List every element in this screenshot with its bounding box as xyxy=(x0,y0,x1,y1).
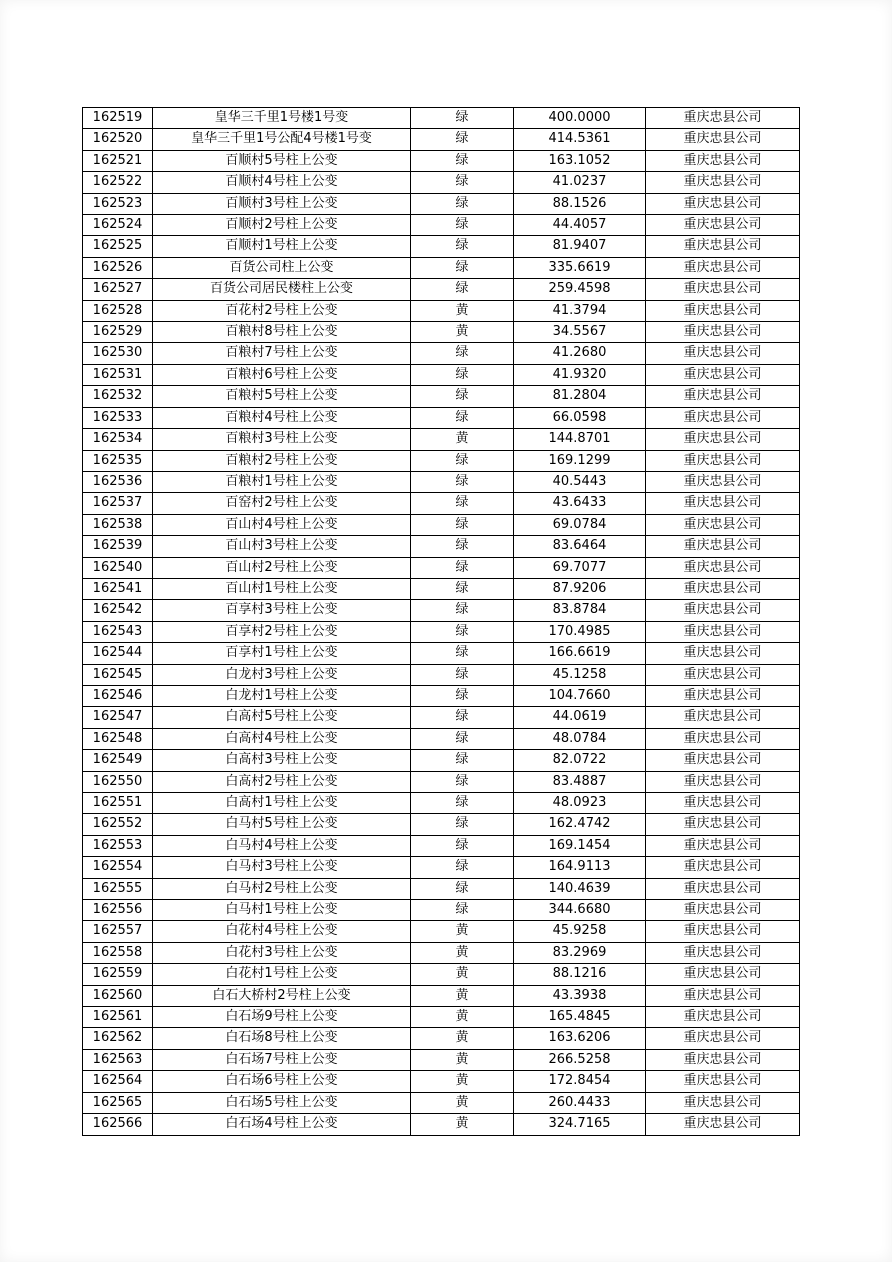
cell-id: 162529 xyxy=(83,322,153,343)
cell-value: 87.9206 xyxy=(514,578,646,599)
cell-value: 66.0598 xyxy=(514,407,646,428)
cell-id: 162522 xyxy=(83,172,153,193)
table-row xyxy=(83,985,800,1006)
cell-name: 百粮村3号柱上公变 xyxy=(153,429,411,450)
cell-id: 162519 xyxy=(83,108,153,129)
cell-value: 41.9320 xyxy=(514,364,646,385)
cell-company: 重庆忠县公司 xyxy=(646,236,800,257)
cell-value: 69.0784 xyxy=(514,514,646,535)
cell-id: 162527 xyxy=(83,279,153,300)
table-row xyxy=(83,942,800,963)
cell-value: 170.4985 xyxy=(514,621,646,642)
cell-status: 绿 xyxy=(411,493,514,514)
cell-status: 绿 xyxy=(411,236,514,257)
cell-status: 绿 xyxy=(411,257,514,278)
cell-id: 162564 xyxy=(83,1071,153,1092)
cell-name: 百享村3号柱上公变 xyxy=(153,600,411,621)
cell-id: 162524 xyxy=(83,215,153,236)
cell-id: 162528 xyxy=(83,300,153,321)
cell-company: 重庆忠县公司 xyxy=(646,514,800,535)
cell-company: 重庆忠县公司 xyxy=(646,1071,800,1092)
cell-name: 百货公司居民楼柱上公变 xyxy=(153,279,411,300)
cell-id: 162558 xyxy=(83,942,153,963)
cell-company: 重庆忠县公司 xyxy=(646,279,800,300)
table-row xyxy=(83,600,800,621)
table-row xyxy=(83,707,800,728)
cell-name: 白龙村3号柱上公变 xyxy=(153,664,411,685)
cell-company: 重庆忠县公司 xyxy=(646,493,800,514)
cell-id: 162539 xyxy=(83,536,153,557)
cell-name: 百顺村5号柱上公变 xyxy=(153,150,411,171)
cell-company: 重庆忠县公司 xyxy=(646,300,800,321)
cell-id: 162554 xyxy=(83,857,153,878)
cell-value: 81.9407 xyxy=(514,236,646,257)
cell-value: 163.6206 xyxy=(514,1028,646,1049)
cell-status: 黄 xyxy=(411,322,514,343)
cell-status: 绿 xyxy=(411,685,514,706)
cell-company: 重庆忠县公司 xyxy=(646,964,800,985)
table-row xyxy=(83,685,800,706)
cell-value: 83.2969 xyxy=(514,942,646,963)
cell-status: 绿 xyxy=(411,129,514,150)
cell-status: 黄 xyxy=(411,985,514,1006)
cell-id: 162551 xyxy=(83,793,153,814)
cell-id: 162549 xyxy=(83,750,153,771)
cell-status: 绿 xyxy=(411,514,514,535)
cell-company: 重庆忠县公司 xyxy=(646,1092,800,1113)
cell-status: 绿 xyxy=(411,664,514,685)
cell-id: 162552 xyxy=(83,814,153,835)
cell-name: 百顺村2号柱上公变 xyxy=(153,215,411,236)
cell-id: 162545 xyxy=(83,664,153,685)
cell-status: 绿 xyxy=(411,150,514,171)
cell-company: 重庆忠县公司 xyxy=(646,322,800,343)
cell-value: 144.8701 xyxy=(514,429,646,450)
table-row xyxy=(83,1092,800,1113)
cell-status: 绿 xyxy=(411,215,514,236)
table-row xyxy=(83,429,800,450)
cell-name: 白花村4号柱上公变 xyxy=(153,921,411,942)
cell-value: 414.5361 xyxy=(514,129,646,150)
cell-status: 绿 xyxy=(411,835,514,856)
cell-name: 百粮村1号柱上公变 xyxy=(153,471,411,492)
cell-company: 重庆忠县公司 xyxy=(646,150,800,171)
table-row xyxy=(83,193,800,214)
cell-name: 白石大桥村2号柱上公变 xyxy=(153,985,411,1006)
cell-name: 白花村1号柱上公变 xyxy=(153,964,411,985)
cell-id: 162523 xyxy=(83,193,153,214)
cell-status: 绿 xyxy=(411,471,514,492)
cell-name: 白高村3号柱上公变 xyxy=(153,750,411,771)
cell-value: 140.4639 xyxy=(514,878,646,899)
cell-status: 绿 xyxy=(411,364,514,385)
cell-id: 162538 xyxy=(83,514,153,535)
table-row xyxy=(83,386,800,407)
cell-id: 162531 xyxy=(83,364,153,385)
table-row xyxy=(83,493,800,514)
cell-name: 皇华三千里1号公配4号楼1号变 xyxy=(153,129,411,150)
cell-name: 百顺村3号柱上公变 xyxy=(153,193,411,214)
cell-value: 69.7077 xyxy=(514,557,646,578)
cell-company: 重庆忠县公司 xyxy=(646,900,800,921)
cell-status: 绿 xyxy=(411,557,514,578)
cell-value: 40.5443 xyxy=(514,471,646,492)
cell-company: 重庆忠县公司 xyxy=(646,685,800,706)
cell-company: 重庆忠县公司 xyxy=(646,1028,800,1049)
table-row xyxy=(83,279,800,300)
cell-status: 绿 xyxy=(411,750,514,771)
cell-value: 172.8454 xyxy=(514,1071,646,1092)
table-row xyxy=(83,1007,800,1028)
cell-name: 白花村3号柱上公变 xyxy=(153,942,411,963)
table-row xyxy=(83,364,800,385)
cell-value: 48.0923 xyxy=(514,793,646,814)
cell-company: 重庆忠县公司 xyxy=(646,1114,800,1135)
cell-status: 绿 xyxy=(411,536,514,557)
cell-company: 重庆忠县公司 xyxy=(646,643,800,664)
cell-name: 百花村2号柱上公变 xyxy=(153,300,411,321)
cell-status: 绿 xyxy=(411,643,514,664)
cell-name: 白石场4号柱上公变 xyxy=(153,1114,411,1135)
cell-status: 绿 xyxy=(411,814,514,835)
cell-status: 绿 xyxy=(411,386,514,407)
cell-name: 白高村5号柱上公变 xyxy=(153,707,411,728)
cell-id: 162550 xyxy=(83,771,153,792)
cell-company: 重庆忠县公司 xyxy=(646,707,800,728)
cell-id: 162546 xyxy=(83,685,153,706)
cell-name: 皇华三千里1号楼1号变 xyxy=(153,108,411,129)
cell-company: 重庆忠县公司 xyxy=(646,771,800,792)
cell-value: 41.0237 xyxy=(514,172,646,193)
cell-id: 162553 xyxy=(83,835,153,856)
cell-value: 88.1216 xyxy=(514,964,646,985)
cell-value: 41.3794 xyxy=(514,300,646,321)
cell-status: 黄 xyxy=(411,921,514,942)
cell-status: 绿 xyxy=(411,343,514,364)
cell-company: 重庆忠县公司 xyxy=(646,172,800,193)
cell-name: 白石场6号柱上公变 xyxy=(153,1071,411,1092)
cell-status: 绿 xyxy=(411,878,514,899)
table-row xyxy=(83,300,800,321)
cell-id: 162565 xyxy=(83,1092,153,1113)
table-row xyxy=(83,878,800,899)
cell-status: 绿 xyxy=(411,621,514,642)
cell-company: 重庆忠县公司 xyxy=(646,108,800,129)
cell-name: 百顺村1号柱上公变 xyxy=(153,236,411,257)
cell-status: 绿 xyxy=(411,857,514,878)
table-row xyxy=(83,900,800,921)
cell-company: 重庆忠县公司 xyxy=(646,728,800,749)
cell-name: 百窑村2号柱上公变 xyxy=(153,493,411,514)
cell-id: 162566 xyxy=(83,1114,153,1135)
cell-id: 162559 xyxy=(83,964,153,985)
cell-value: 335.6619 xyxy=(514,257,646,278)
table-row xyxy=(83,150,800,171)
cell-company: 重庆忠县公司 xyxy=(646,536,800,557)
cell-id: 162542 xyxy=(83,600,153,621)
cell-company: 重庆忠县公司 xyxy=(646,450,800,471)
cell-id: 162541 xyxy=(83,578,153,599)
cell-value: 83.4887 xyxy=(514,771,646,792)
table-row xyxy=(83,857,800,878)
cell-value: 165.4845 xyxy=(514,1007,646,1028)
cell-id: 162540 xyxy=(83,557,153,578)
cell-company: 重庆忠县公司 xyxy=(646,814,800,835)
cell-status: 黄 xyxy=(411,1071,514,1092)
cell-value: 48.0784 xyxy=(514,728,646,749)
table-body xyxy=(83,108,800,1136)
cell-value: 104.7660 xyxy=(514,685,646,706)
cell-id: 162548 xyxy=(83,728,153,749)
cell-company: 重庆忠县公司 xyxy=(646,878,800,899)
cell-id: 162521 xyxy=(83,150,153,171)
cell-value: 82.0722 xyxy=(514,750,646,771)
cell-id: 162543 xyxy=(83,621,153,642)
cell-status: 黄 xyxy=(411,942,514,963)
table-row xyxy=(83,536,800,557)
cell-name: 百粮村4号柱上公变 xyxy=(153,407,411,428)
table-row xyxy=(83,728,800,749)
cell-status: 绿 xyxy=(411,771,514,792)
cell-company: 重庆忠县公司 xyxy=(646,621,800,642)
cell-value: 344.6680 xyxy=(514,900,646,921)
cell-id: 162520 xyxy=(83,129,153,150)
cell-id: 162547 xyxy=(83,707,153,728)
table-row xyxy=(83,1028,800,1049)
cell-id: 162562 xyxy=(83,1028,153,1049)
table-row xyxy=(83,172,800,193)
cell-status: 黄 xyxy=(411,1028,514,1049)
cell-id: 162533 xyxy=(83,407,153,428)
table-row xyxy=(83,257,800,278)
cell-value: 44.4057 xyxy=(514,215,646,236)
cell-company: 重庆忠县公司 xyxy=(646,942,800,963)
cell-value: 162.4742 xyxy=(514,814,646,835)
cell-value: 259.4598 xyxy=(514,279,646,300)
cell-status: 黄 xyxy=(411,964,514,985)
cell-name: 白石场5号柱上公变 xyxy=(153,1092,411,1113)
cell-id: 162556 xyxy=(83,900,153,921)
table-row xyxy=(83,129,800,150)
cell-company: 重庆忠县公司 xyxy=(646,364,800,385)
cell-value: 45.9258 xyxy=(514,921,646,942)
cell-company: 重庆忠县公司 xyxy=(646,835,800,856)
cell-name: 百山村2号柱上公变 xyxy=(153,557,411,578)
cell-status: 绿 xyxy=(411,900,514,921)
cell-id: 162530 xyxy=(83,343,153,364)
table-row xyxy=(83,1114,800,1135)
cell-company: 重庆忠县公司 xyxy=(646,1007,800,1028)
cell-name: 百货公司柱上公变 xyxy=(153,257,411,278)
cell-status: 黄 xyxy=(411,1049,514,1070)
cell-id: 162535 xyxy=(83,450,153,471)
cell-status: 黄 xyxy=(411,1092,514,1113)
cell-value: 44.0619 xyxy=(514,707,646,728)
cell-name: 白马村5号柱上公变 xyxy=(153,814,411,835)
cell-status: 黄 xyxy=(411,1007,514,1028)
table-row xyxy=(83,921,800,942)
cell-name: 白马村4号柱上公变 xyxy=(153,835,411,856)
cell-value: 41.2680 xyxy=(514,343,646,364)
cell-status: 黄 xyxy=(411,300,514,321)
cell-name: 百山村1号柱上公变 xyxy=(153,578,411,599)
cell-status: 绿 xyxy=(411,793,514,814)
table-row xyxy=(83,557,800,578)
cell-status: 绿 xyxy=(411,279,514,300)
cell-company: 重庆忠县公司 xyxy=(646,193,800,214)
cell-name: 百粮村6号柱上公变 xyxy=(153,364,411,385)
table-row xyxy=(83,643,800,664)
cell-value: 400.0000 xyxy=(514,108,646,129)
table-row xyxy=(83,343,800,364)
cell-value: 34.5567 xyxy=(514,322,646,343)
cell-company: 重庆忠县公司 xyxy=(646,429,800,450)
cell-name: 百山村3号柱上公变 xyxy=(153,536,411,557)
cell-value: 83.6464 xyxy=(514,536,646,557)
cell-id: 162557 xyxy=(83,921,153,942)
table-row xyxy=(83,750,800,771)
cell-name: 白石场9号柱上公变 xyxy=(153,1007,411,1028)
cell-value: 43.6433 xyxy=(514,493,646,514)
table-row xyxy=(83,664,800,685)
cell-value: 169.1454 xyxy=(514,835,646,856)
cell-status: 黄 xyxy=(411,1114,514,1135)
cell-status: 绿 xyxy=(411,193,514,214)
cell-status: 黄 xyxy=(411,429,514,450)
cell-name: 白石场8号柱上公变 xyxy=(153,1028,411,1049)
table-row xyxy=(83,621,800,642)
cell-company: 重庆忠县公司 xyxy=(646,215,800,236)
cell-id: 162555 xyxy=(83,878,153,899)
cell-status: 绿 xyxy=(411,450,514,471)
cell-value: 164.9113 xyxy=(514,857,646,878)
cell-status: 绿 xyxy=(411,707,514,728)
cell-company: 重庆忠县公司 xyxy=(646,386,800,407)
cell-company: 重庆忠县公司 xyxy=(646,578,800,599)
cell-value: 81.2804 xyxy=(514,386,646,407)
table-row xyxy=(83,322,800,343)
cell-company: 重庆忠县公司 xyxy=(646,407,800,428)
table-row xyxy=(83,793,800,814)
cell-name: 百粮村8号柱上公变 xyxy=(153,322,411,343)
table-row xyxy=(83,471,800,492)
cell-name: 白马村3号柱上公变 xyxy=(153,857,411,878)
cell-company: 重庆忠县公司 xyxy=(646,921,800,942)
transformer-table xyxy=(82,107,800,1136)
cell-company: 重庆忠县公司 xyxy=(646,857,800,878)
cell-id: 162561 xyxy=(83,1007,153,1028)
table-row xyxy=(83,108,800,129)
cell-id: 162563 xyxy=(83,1049,153,1070)
cell-status: 绿 xyxy=(411,728,514,749)
cell-value: 45.1258 xyxy=(514,664,646,685)
cell-status: 绿 xyxy=(411,578,514,599)
cell-name: 白马村1号柱上公变 xyxy=(153,900,411,921)
cell-value: 83.8784 xyxy=(514,600,646,621)
table-row xyxy=(83,407,800,428)
table-row xyxy=(83,1049,800,1070)
table-row xyxy=(83,835,800,856)
cell-status: 绿 xyxy=(411,172,514,193)
cell-company: 重庆忠县公司 xyxy=(646,557,800,578)
table-row xyxy=(83,964,800,985)
cell-company: 重庆忠县公司 xyxy=(646,471,800,492)
cell-id: 162560 xyxy=(83,985,153,1006)
cell-value: 260.4433 xyxy=(514,1092,646,1113)
cell-name: 白高村1号柱上公变 xyxy=(153,793,411,814)
cell-name: 百顺村4号柱上公变 xyxy=(153,172,411,193)
table-row xyxy=(83,771,800,792)
cell-status: 绿 xyxy=(411,108,514,129)
cell-name: 百粮村5号柱上公变 xyxy=(153,386,411,407)
cell-name: 百粮村2号柱上公变 xyxy=(153,450,411,471)
cell-status: 绿 xyxy=(411,600,514,621)
table-row xyxy=(83,514,800,535)
cell-value: 88.1526 xyxy=(514,193,646,214)
table-row xyxy=(83,1071,800,1092)
cell-company: 重庆忠县公司 xyxy=(646,343,800,364)
cell-company: 重庆忠县公司 xyxy=(646,664,800,685)
cell-company: 重庆忠县公司 xyxy=(646,257,800,278)
cell-name: 百山村4号柱上公变 xyxy=(153,514,411,535)
cell-id: 162536 xyxy=(83,471,153,492)
cell-id: 162526 xyxy=(83,257,153,278)
cell-name: 白龙村1号柱上公变 xyxy=(153,685,411,706)
cell-name: 百粮村7号柱上公变 xyxy=(153,343,411,364)
cell-company: 重庆忠县公司 xyxy=(646,985,800,1006)
cell-id: 162525 xyxy=(83,236,153,257)
cell-value: 163.1052 xyxy=(514,150,646,171)
table-row xyxy=(83,578,800,599)
cell-value: 169.1299 xyxy=(514,450,646,471)
cell-id: 162534 xyxy=(83,429,153,450)
cell-name: 百享村1号柱上公变 xyxy=(153,643,411,664)
cell-status: 绿 xyxy=(411,407,514,428)
cell-company: 重庆忠县公司 xyxy=(646,750,800,771)
cell-name: 白马村2号柱上公变 xyxy=(153,878,411,899)
cell-company: 重庆忠县公司 xyxy=(646,129,800,150)
cell-name: 百享村2号柱上公变 xyxy=(153,621,411,642)
cell-name: 白石场7号柱上公变 xyxy=(153,1049,411,1070)
cell-id: 162544 xyxy=(83,643,153,664)
table-row xyxy=(83,215,800,236)
cell-value: 166.6619 xyxy=(514,643,646,664)
cell-id: 162537 xyxy=(83,493,153,514)
cell-company: 重庆忠县公司 xyxy=(646,793,800,814)
cell-value: 324.7165 xyxy=(514,1114,646,1135)
table-row xyxy=(83,450,800,471)
cell-value: 266.5258 xyxy=(514,1049,646,1070)
cell-company: 重庆忠县公司 xyxy=(646,600,800,621)
cell-name: 白高村2号柱上公变 xyxy=(153,771,411,792)
cell-id: 162532 xyxy=(83,386,153,407)
table-row xyxy=(83,814,800,835)
cell-name: 白高村4号柱上公变 xyxy=(153,728,411,749)
cell-company: 重庆忠县公司 xyxy=(646,1049,800,1070)
cell-value: 43.3938 xyxy=(514,985,646,1006)
table-row xyxy=(83,236,800,257)
